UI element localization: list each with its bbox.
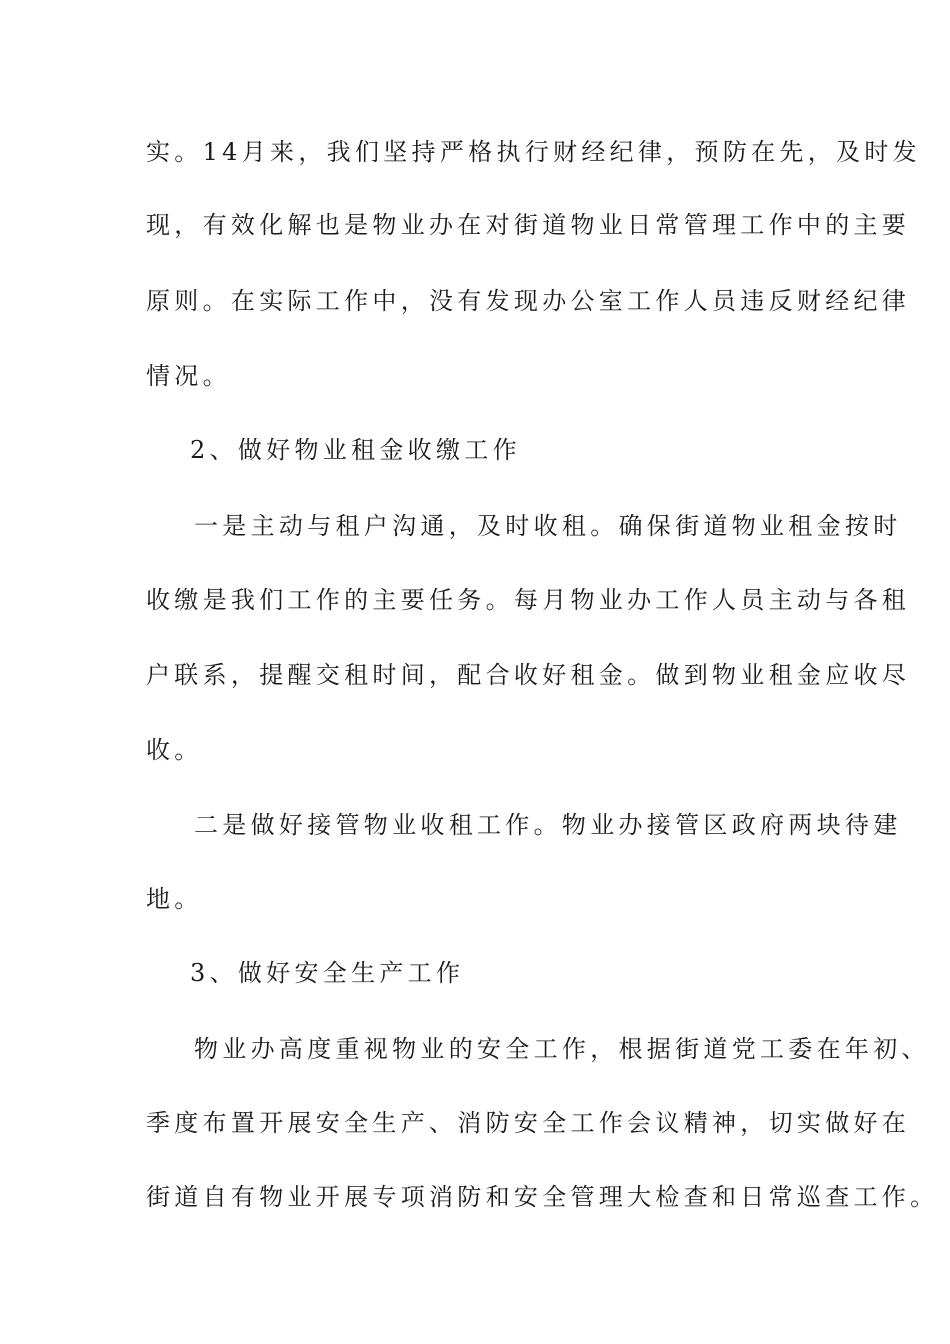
- text-line: 物业办高度重视物业的安全工作，根据街道党工委在年初、: [194, 1035, 930, 1063]
- text-line: 收缴是我们工作的主要任务。每月物业办工作人员主动与各租: [146, 586, 911, 614]
- text-line: 情况。: [146, 362, 231, 390]
- text-line: 地。: [146, 885, 203, 913]
- text-line: 季度布置开展安全生产、消防安全工作会议精神，切实做好在: [146, 1109, 911, 1137]
- text-line: 二是做好接管物业收租工作。物业办接管区政府两块待建: [194, 811, 902, 839]
- text-line: 收。: [146, 736, 203, 764]
- text-line: 街道自有物业开展专项消防和安全管理大检查和日常巡查工作。: [146, 1183, 939, 1211]
- section-heading: 2、做好物业租金收缴工作: [190, 436, 521, 464]
- section-heading: 3、做好安全生产工作: [190, 959, 465, 987]
- text-line: 一是主动与租户沟通，及时收租。确保街道物业租金按时: [194, 512, 902, 540]
- text-line: 户联系，提醒交租时间，配合收好租金。做到物业租金应收尽: [146, 661, 911, 689]
- text-line: 实。14月来，我们坚持严格执行财经纪律，预防在先，及时发: [146, 138, 921, 166]
- text-line: 原则。在实际工作中，没有发现办公室工作人员违反财经纪律: [146, 287, 911, 315]
- text-line: 现，有效化解也是物业办在对街道物业日常管理工作中的主要: [146, 211, 911, 239]
